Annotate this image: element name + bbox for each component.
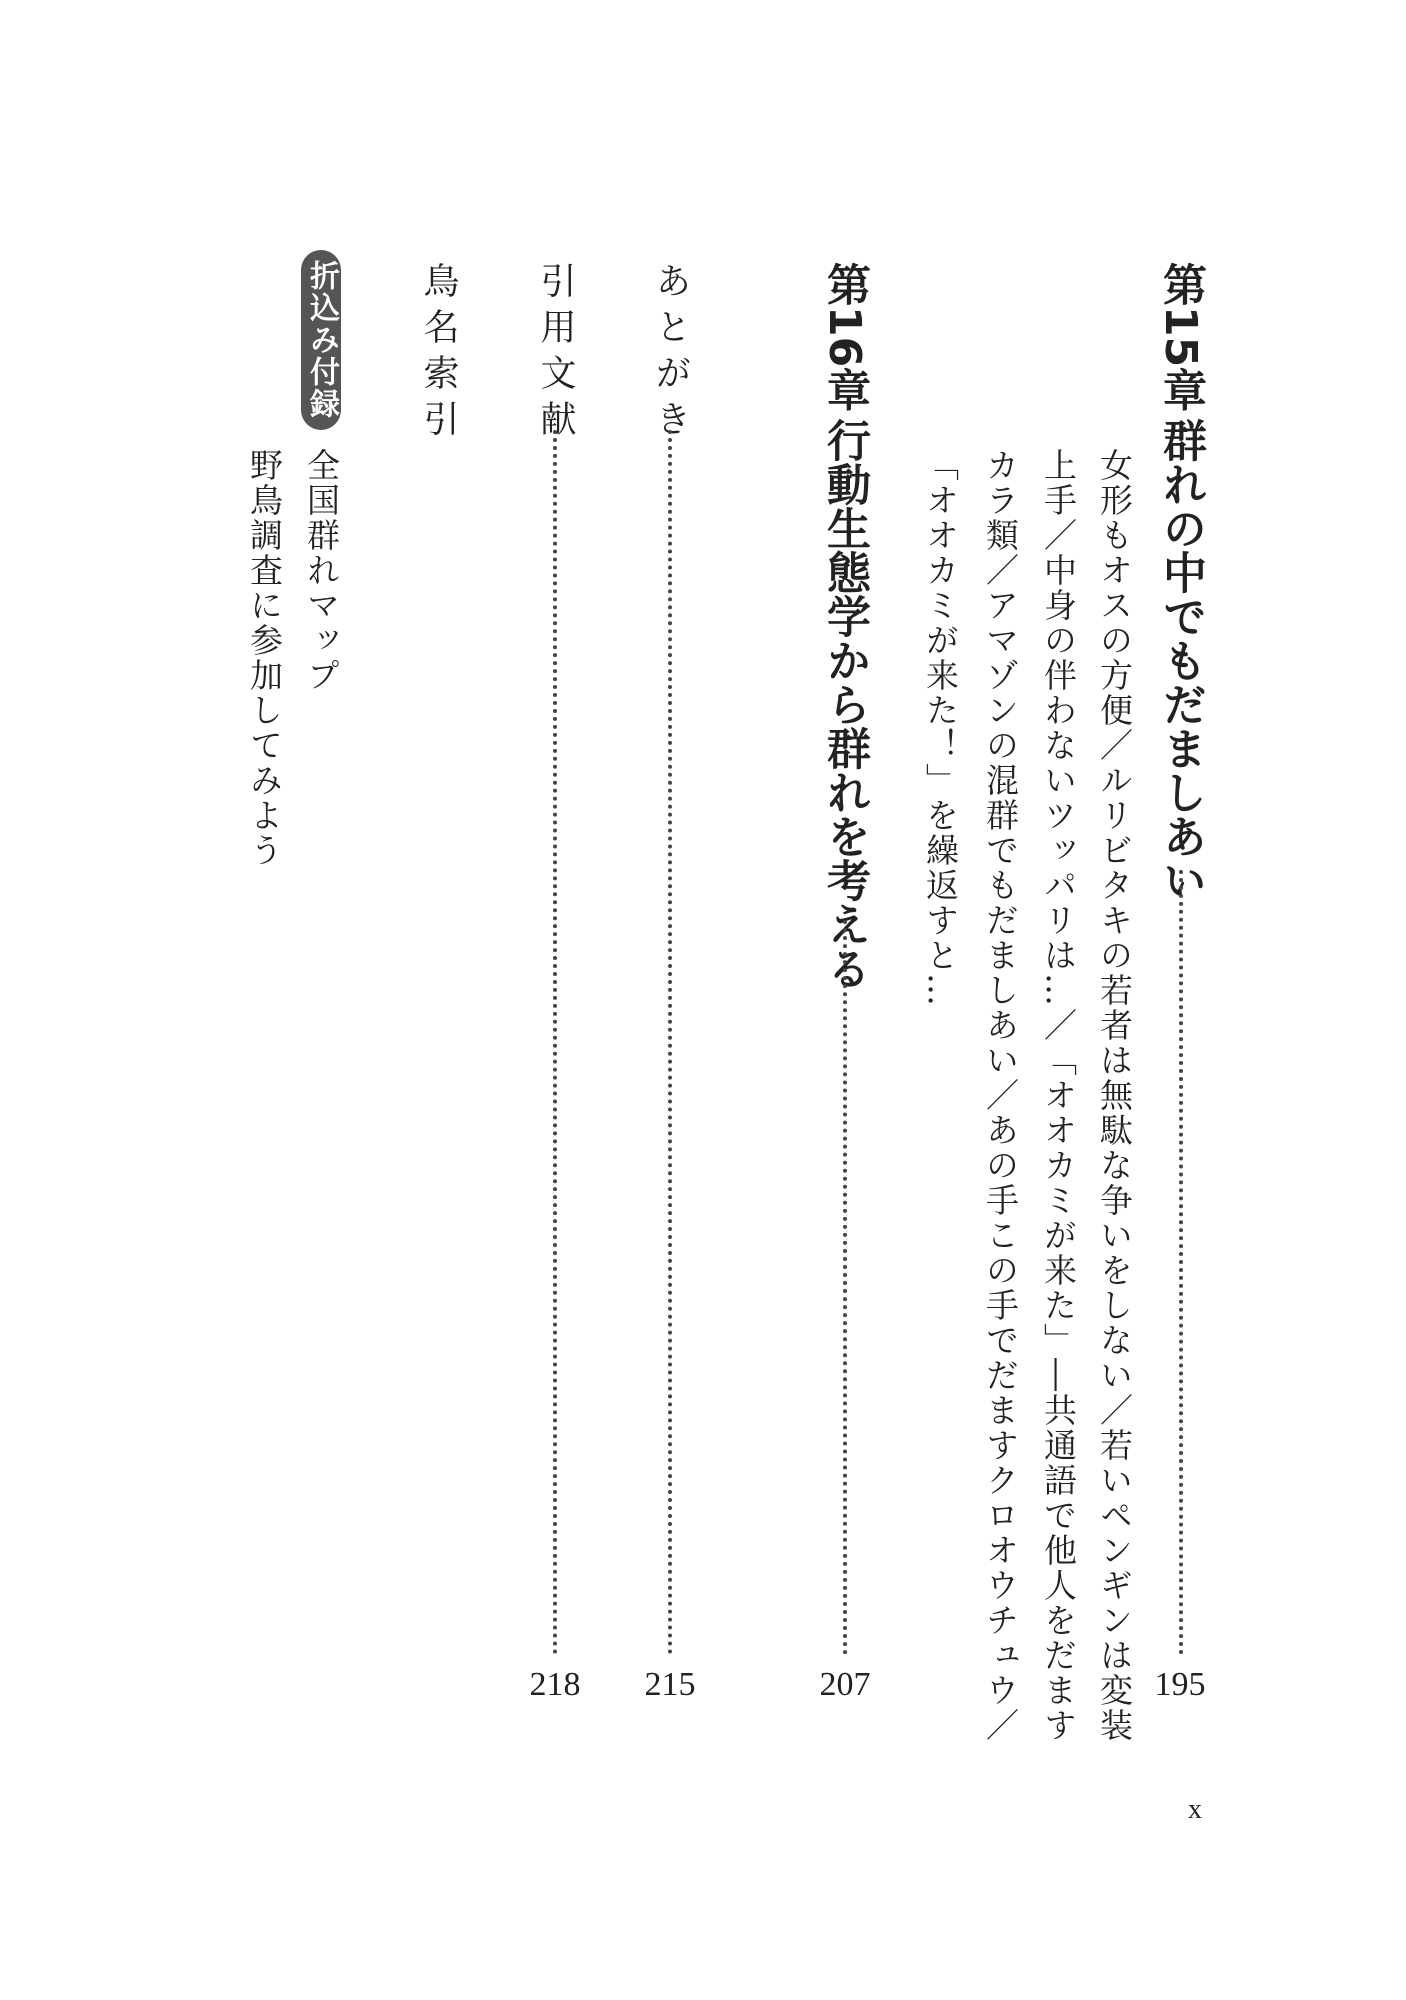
folio-page-number: x [1188,1794,1202,1825]
afterword-page-number[interactable]: 215 [644,1666,696,1703]
chapter16-label: 第16章 [819,262,870,412]
supplement-line-2[interactable]: 野鳥調査に参加してみよう [245,448,284,868]
chapter16-leader [843,920,847,1655]
chapter16-title[interactable]: 行動生態学から群れを考える [819,418,870,990]
chapter15-desc-line-1: 女形もオスの方便／ルリビタキの若者は無駄な争いをしない／若いペンギンは変装 [1095,448,1134,1743]
afterword-title[interactable]: あとがき [650,262,691,446]
supplement-badge: 折込み付録 [301,250,341,430]
references-leader [553,430,557,1655]
references-title[interactable]: 引用文献 [535,262,576,446]
chapter15-leader [1179,870,1183,1655]
chapter15-desc-line-2: 上手／中身の伴わないツッパリは…／「オオカミが来た」―共通語で他人をだます [1039,448,1078,1743]
chapter15-desc-line-3: カラ類／アマゾンの混群でもだましあい／あの手この手でだますクロオウチュウ／ [981,448,1020,1743]
chapter15-page-number[interactable]: 195 [1154,1666,1206,1703]
afterword-leader [668,430,672,1655]
chapter16-page-number[interactable]: 207 [819,1666,871,1703]
chapter15-label: 第15章 [1155,262,1206,412]
references-page-number[interactable]: 218 [529,1666,581,1703]
chapter15-title[interactable]: 群れの中でもだましあい [1155,418,1206,902]
supplement-line-1[interactable]: 全国群れマップ [302,448,341,693]
chapter15-desc-line-4: 「オオカミが来た！」を繰返すと… [921,448,960,1008]
bird-index-title[interactable]: 鳥名索引 [418,262,459,446]
